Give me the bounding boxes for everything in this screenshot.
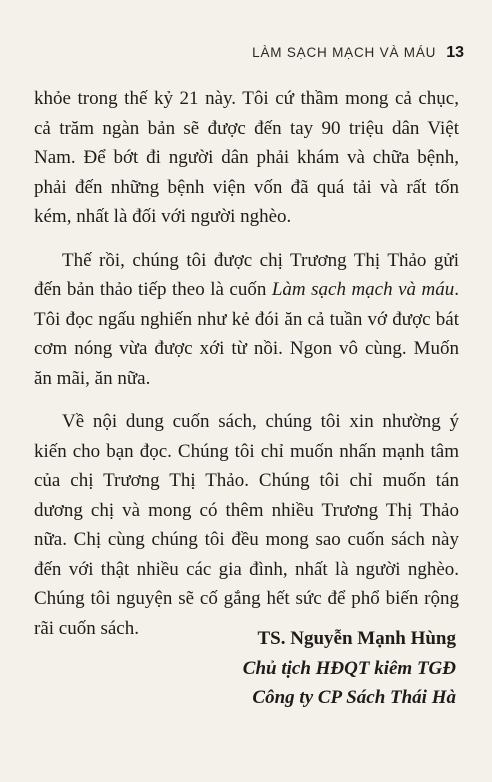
signature-name: TS. Nguyễn Mạnh Hùng [257,628,456,649]
running-title: LÀM SẠCH MẠCH VÀ MÁU [252,45,437,60]
body-text [34,84,459,657]
paragraph-3: Về nội dung cuốn sách, chúng tôi xin nhường ý kiến cho bạn đọc. Chúng tôi chỉ muốn nhấn mạnh tâm của chị Trương Thị Thảo. Chúng tôi chỉ muốn tán dương chị và mong có thêm nhiều Trương Thị Thảo nữa. Chị cùng chúng tôi đều mong sao cuốn sách này đến với thật nhiều các gia đình, nhất là người nghèo. Chúng tôi nguyện sẽ cố gắng hết sức để phổ biến rộng rãi cuốn sách. [34,411,459,639]
page-header [252,44,464,62]
signature-company: Công ty CP Sách Thái Hà [252,687,456,708]
paragraph-2-end: . Tôi đọc ngấu nghiến như kẻ đói ăn cả tuần vớ được bát cơm nóng vừa được xới từ nồi. Ngon vô cùng. Muốn ăn mãi, ăn nữa. [34,279,459,389]
signature-block [243,624,456,713]
paragraph-1: khỏe trong thế kỷ 21 này. Tôi cứ thầm mong cả chục, cả trăm ngàn bản sẽ được đến tay 90 triệu dân Việt Nam. Để bớt đi người dân phải khám và chữa bệnh, phải đến những bệnh viện vốn đã quá tải và rất tốn kém, nhất là đối với người nghèo. [34,88,459,227]
page-number: 13 [446,44,464,61]
paragraph-2 [34,246,459,394]
paragraph-2-start: Thế rồi, chúng tôi được chị Trương Thị Thảo gửi đến bản thảo tiếp theo là cuốn [34,249,459,300]
book-title: Làm sạch mạch và máu [271,279,455,300]
signature-title: Chủ tịch HĐQT kiêm TGĐ [242,657,456,679]
